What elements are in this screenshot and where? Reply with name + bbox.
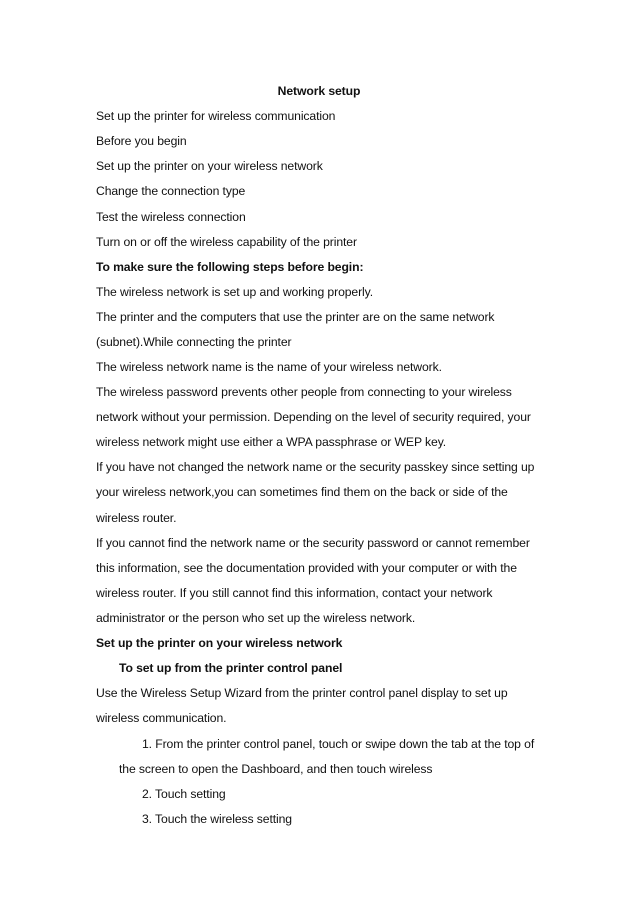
text-line: If you cannot find the network name or the security password or cannot remember xyxy=(96,536,530,550)
text-line: Use the Wireless Setup Wizard from the printer control panel display to set up xyxy=(96,686,508,700)
step-item: 3. Touch the wireless setting xyxy=(142,812,292,826)
text-line: administrator or the person who set up the wireless network. xyxy=(96,611,416,625)
text-line: your wireless network,you can sometimes find them on the back or side of the xyxy=(96,485,508,499)
text-line: Test the wireless connection xyxy=(96,210,246,224)
text-line: The wireless network name is the name of your wireless network. xyxy=(96,360,442,374)
text-line: wireless communication. xyxy=(96,711,227,725)
text-line: wireless network might use either a WPA passphrase or WEP key. xyxy=(96,435,447,449)
text-line: network without your permission. Depending on the level of security required, your xyxy=(96,410,531,424)
text-line: Before you begin xyxy=(96,134,187,148)
text-line: The wireless network is set up and working properly. xyxy=(96,285,374,299)
text-line: The printer and the computers that use the printer are on the same network xyxy=(96,310,495,324)
step-item: 1. From the printer control panel, touch or swipe down the tab at the top of xyxy=(142,737,535,751)
text-line: Set up the printer for wireless communication xyxy=(96,109,336,123)
text-line: If you have not changed the network name or the security passkey since setting up xyxy=(96,460,535,474)
text-line: wireless router. xyxy=(96,511,177,525)
text-line: The wireless password prevents other people from connecting to your wireless xyxy=(96,385,512,399)
text-line: wireless router. If you still cannot find this information, contact your network xyxy=(96,586,493,600)
text-line: Turn on or off the wireless capability of the printer xyxy=(96,235,357,249)
section-heading: Set up the printer on your wireless network xyxy=(96,636,343,650)
text-line: Set up the printer on your wireless network xyxy=(96,159,323,173)
page-title: Network setup xyxy=(277,84,361,98)
text-line: (subnet).While connecting the printer xyxy=(96,335,292,349)
text-line: Change the connection type xyxy=(96,184,246,198)
text-line: this information, see the documentation provided with your computer or with the xyxy=(96,561,517,575)
subsection-heading: To set up from the printer control panel xyxy=(119,661,343,675)
step-item: 2. Touch setting xyxy=(142,787,226,801)
step-item-continuation: the screen to open the Dashboard, and then touch wireless xyxy=(119,762,433,776)
section-heading: To make sure the following steps before begin: xyxy=(96,260,364,274)
